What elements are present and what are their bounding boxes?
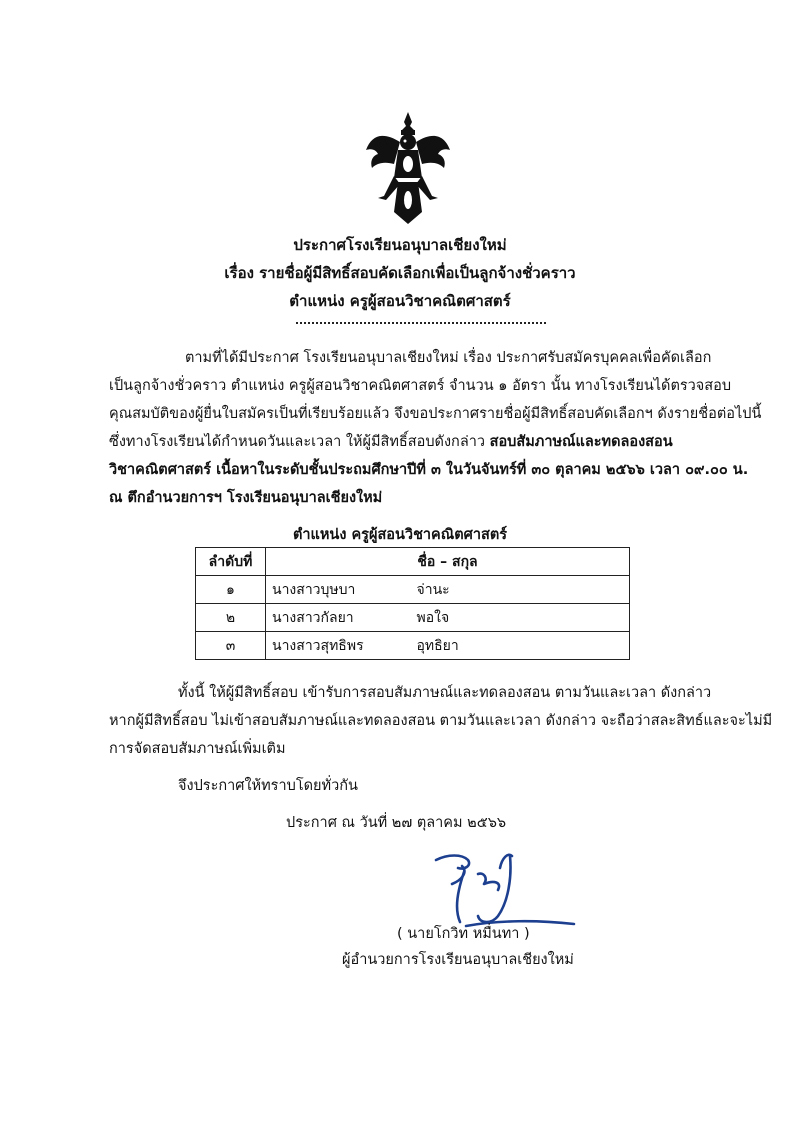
garuda-emblem-icon	[364, 112, 452, 224]
body-paragraph-line-bold: ณ ตึกอำนวยการฯ โรงเรียนอนุบาลเชียงใหม่	[109, 490, 383, 506]
cell-last-name: อุทธิยา	[411, 632, 630, 660]
cell-no: ๑	[196, 576, 266, 604]
cell-first-name: นางสาวกัลยา	[266, 604, 411, 632]
cell-first-name: นางสาวบุษบา	[266, 576, 411, 604]
announcement-position: ตำแหน่ง ครูผู้สอนวิชาคณิตศาสตร์	[289, 292, 511, 310]
body-paragraph-line	[109, 430, 673, 453]
table-header-row	[196, 548, 630, 576]
cell-last-name: จ่านะ	[411, 576, 630, 604]
cell-last-name: พอใจ	[411, 604, 630, 632]
signature-icon	[428, 850, 578, 932]
body-paragraph-line: เป็นลูกจ้างชั่วคราว ตำแหน่ง ครูผู้สอนวิชาคณิตศาสตร์ จำนวน ๑ อัตรา นั้น ทางโรงเรียนได้ตรวจสอบ	[109, 378, 732, 394]
cell-no: ๓	[196, 632, 266, 660]
dotted-divider	[296, 322, 546, 324]
signer-name: ( นายโกวิท หมื่นทา )	[397, 926, 530, 942]
table-row	[196, 604, 630, 632]
signer-title: ผู้อำนวยการโรงเรียนอนุบาลเชียงใหม่	[342, 952, 574, 968]
candidate-table	[195, 547, 630, 660]
body-paragraph-line: การจัดสอบสัมภาษณ์เพิ่มเติม	[109, 741, 286, 757]
table-row	[196, 632, 630, 660]
body-paragraph-line: หากผู้มีสิทธิ์สอบ ไม่เข้าสอบสัมภาษณ์และทดลองสอน ตามวันและเวลา ดังกล่าว จะถือว่าสละสิทธ์และจะไม่มี	[109, 713, 773, 729]
body-text-bold: สอบสัมภาษณ์และทดลองสอน	[489, 434, 673, 450]
header-name: ชื่อ – สกุล	[266, 548, 630, 576]
announcement-subject: เรื่อง รายชื่อผู้มีสิทธิ์สอบคัดเลือกเพื่อเป็นลูกจ้างชั่วคราว	[224, 264, 576, 282]
header-no: ลำดับที่	[196, 548, 266, 576]
body-paragraph-line: ทั้งนี้ ให้ผู้มีสิทธิ์สอบ เข้ารับการสอบสัมภาษณ์และทดลองสอน ตามวันและเวลา ดังกล่าว	[178, 685, 712, 701]
body-paragraph-line: ตามที่ได้มีประกาศ โรงเรียนอนุบาลเชียงใหม่ เรื่อง ประกาศรับสมัครบุคคลเพื่อคัดเลือก	[185, 350, 712, 366]
body-paragraph-line-bold: วิชาคณิตศาสตร์ เนื้อหาในระดับชั้นประถมศึกษาปีที่ ๓ ในวันจันทร์ที่ ๓๐ ตุลาคม ๒๕๖๖ เวลา ๐๙.๐๐ น.	[109, 462, 749, 478]
body-paragraph-line: คุณสมบัติของผู้ยื่นใบสมัครเป็นที่เรียบร้อยแล้ว จึงขอประกาศรายชื่อผู้มีสิทธิ์สอบคัดเลือกฯ ดังรายชื่อต่อไปนี้	[109, 406, 762, 422]
table-row	[196, 576, 630, 604]
closing-line: จึงประกาศให้ทราบโดยทั่วกัน	[178, 778, 358, 794]
table-caption: ตำแหน่ง ครูผู้สอนวิชาคณิตศาสตร์	[292, 527, 508, 543]
announcement-date: ประกาศ ณ วันที่ ๒๗ ตุลาคม ๒๕๖๖	[286, 815, 507, 831]
cell-first-name: นางสาวสุทธิพร	[266, 632, 411, 660]
announcement-heading: ประกาศโรงเรียนอนุบาลเชียงใหม่	[293, 236, 507, 254]
cell-no: ๒	[196, 604, 266, 632]
body-text: ซึ่งทางโรงเรียนได้กำหนดวันและเวลา ให้ผู้มีสิทธิ์สอบดังกล่าว	[109, 434, 490, 450]
